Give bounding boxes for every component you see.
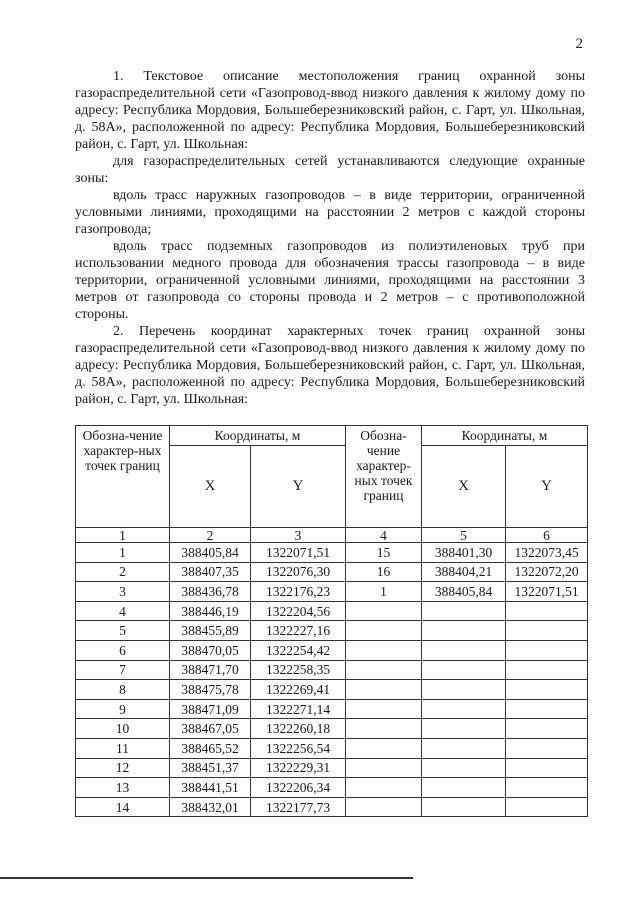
table-cell: 6: [76, 640, 170, 660]
index-cell: 4: [346, 528, 422, 543]
table-row: [76, 680, 588, 700]
table-row: [76, 621, 588, 641]
bottom-divider: [0, 877, 413, 879]
table-cell: [346, 738, 422, 758]
table-cell: 388446,19: [170, 601, 251, 621]
table-cell: 1322072,20: [506, 562, 588, 582]
table-cell: 388451,37: [170, 758, 251, 778]
table-cell: 1322269,41: [251, 680, 346, 700]
table-cell: [346, 640, 422, 660]
table-cell: 1: [346, 582, 422, 602]
table-cell: [346, 680, 422, 700]
table-cell: 10: [76, 719, 170, 739]
table-row: [76, 758, 588, 778]
table-cell: 1322229,31: [251, 758, 346, 778]
paragraph-1: 1. Текстовое описание местоположения границ охранной зоны газораспределительной сети «Газопровод-ввод низкого давления к жилому дому по адресу: Республика Мордовия, Большеберезниковский район, с. Гарт, ул. Школьная, д. 58А», расположенной по адресу: Республика Мордовия, Большеберезниковский район, с. Гарт, ул. Школьная:: [75, 69, 585, 152]
paragraph-4: вдоль трасс подземных газопроводов из полиэтиленовых труб при использовании медного провода для обозначения трассы газопровода – в виде территории, ограниченной условными линиями, проходящими на расстоянии 3 метров от газопровода со стороны провода и 2 метров – с противоположной стороны.: [75, 239, 585, 322]
table-cell: 15: [346, 543, 422, 563]
index-cell: 2: [170, 528, 251, 543]
table-cell: 13: [76, 778, 170, 798]
header-point-right: Обозна-чение характер-ных точек границ: [346, 426, 422, 528]
table-cell: 388455,89: [170, 621, 251, 641]
table-cell: 1322073,45: [506, 543, 588, 563]
table-cell: [422, 778, 506, 798]
page-number: 2: [575, 36, 583, 52]
table-cell: 388471,70: [170, 660, 251, 680]
index-cell: 3: [251, 528, 346, 543]
table-cell: [422, 758, 506, 778]
table-cell: [346, 621, 422, 641]
table-cell: [346, 699, 422, 719]
table-cell: [422, 621, 506, 641]
table-cell: [346, 797, 422, 817]
table-cell: 388436,78: [170, 582, 251, 602]
table-cell: 388407,35: [170, 562, 251, 582]
table-cell: [506, 660, 588, 680]
table-cell: 4: [76, 601, 170, 621]
table-cell: 388465,52: [170, 738, 251, 758]
table-cell: 388405,84: [422, 582, 506, 602]
table-cell: 1322256,54: [251, 738, 346, 758]
table-cell: 11: [76, 738, 170, 758]
table-cell: [422, 699, 506, 719]
header-point-left: Обозна-чение характер-ных точек границ: [76, 426, 170, 528]
index-cell: 1: [76, 528, 170, 543]
header-x-right: X: [422, 446, 506, 528]
table-cell: [506, 621, 588, 641]
table-cell: [506, 758, 588, 778]
table-cell: 388405,84: [170, 543, 251, 563]
table-cell: 1322177,73: [251, 797, 346, 817]
index-row: [76, 528, 588, 543]
table-cell: 12: [76, 758, 170, 778]
table-row: [76, 543, 588, 563]
index-cell: 6: [506, 528, 588, 543]
table-cell: 16: [346, 562, 422, 582]
table-row: [76, 797, 588, 817]
table-cell: 388441,51: [170, 778, 251, 798]
table-cell: [422, 601, 506, 621]
table-cell: 1322271,14: [251, 699, 346, 719]
header-x-left: X: [170, 446, 251, 528]
table-cell: [346, 660, 422, 680]
table-row: [76, 582, 588, 602]
table-cell: [506, 719, 588, 739]
table-cell: [422, 680, 506, 700]
header-coordinates-left: Координаты, м: [170, 426, 346, 446]
table-row: [76, 738, 588, 758]
table-cell: 2: [76, 562, 170, 582]
table-cell: [506, 797, 588, 817]
paragraph-2: для газораспределительных сетей устанавливаются следующие охранные зоны:: [75, 154, 585, 186]
table-cell: [422, 797, 506, 817]
header-y-right: Y: [506, 446, 588, 528]
table-cell: 8: [76, 680, 170, 700]
table-cell: 1322071,51: [506, 582, 588, 602]
table-cell: 3: [76, 582, 170, 602]
paragraph-3: вдоль трасс наружных газопроводов – в виде территории, ограниченной условными линиями, проходящими на расстоянии 2 метров с каждой стороны газопровода;: [75, 188, 585, 237]
table-cell: [506, 738, 588, 758]
table-cell: 1322176,23: [251, 582, 346, 602]
table-cell: [346, 719, 422, 739]
table-cell: 14: [76, 797, 170, 817]
index-cell: 5: [422, 528, 506, 543]
table-cell: [506, 699, 588, 719]
table-cell: 388404,21: [422, 562, 506, 582]
table-cell: 388475,78: [170, 680, 251, 700]
table-cell: [506, 601, 588, 621]
paragraph-5: 2. Перечень координат характерных точек границ охранной зоны газораспределительной сети «Газопровод-ввод низкого давления к жилому дому по адресу: Республика Мордовия, Большеберезниковский район, с. Гарт, ул. Школьная, д. 58А», расположенной по адресу: Республика Мордовия, Большеберезниковский район, с. Гарт, ул. Школьная:: [75, 324, 585, 407]
table-cell: 388470,05: [170, 640, 251, 660]
table-cell: [346, 778, 422, 798]
table-row: [76, 719, 588, 739]
table-cell: [422, 660, 506, 680]
table-cell: 1322071,51: [251, 543, 346, 563]
table-cell: [346, 758, 422, 778]
table-cell: 9: [76, 699, 170, 719]
table-cell: 1322204,56: [251, 601, 346, 621]
table-cell: 5: [76, 621, 170, 641]
table-cell: [506, 640, 588, 660]
table-cell: 1: [76, 543, 170, 563]
table-row: [76, 601, 588, 621]
table-cell: [346, 601, 422, 621]
table-row: [76, 562, 588, 582]
body-text: [75, 68, 585, 408]
table-cell: 1322260,18: [251, 719, 346, 739]
table-cell: [422, 640, 506, 660]
table-row: [76, 699, 588, 719]
header-y-left: Y: [251, 446, 346, 528]
table-cell: 388401,30: [422, 543, 506, 563]
table-row: [76, 778, 588, 798]
table-row: [76, 640, 588, 660]
table-cell: [506, 778, 588, 798]
table-cell: 1322206,34: [251, 778, 346, 798]
table-row: [76, 660, 588, 680]
table-cell: 388471,09: [170, 699, 251, 719]
table-cell: [422, 719, 506, 739]
header-coordinates-right: Координаты, м: [422, 426, 588, 446]
table-body: [76, 543, 588, 817]
table-cell: 388467,05: [170, 719, 251, 739]
coordinates-table: [75, 425, 588, 817]
table-cell: 388432,01: [170, 797, 251, 817]
table-cell: 1322254,42: [251, 640, 346, 660]
table-cell: 7: [76, 660, 170, 680]
table-cell: 1322076,30: [251, 562, 346, 582]
table-cell: [506, 680, 588, 700]
table-cell: 1322227,16: [251, 621, 346, 641]
table-cell: 1322258,35: [251, 660, 346, 680]
table-cell: [422, 738, 506, 758]
